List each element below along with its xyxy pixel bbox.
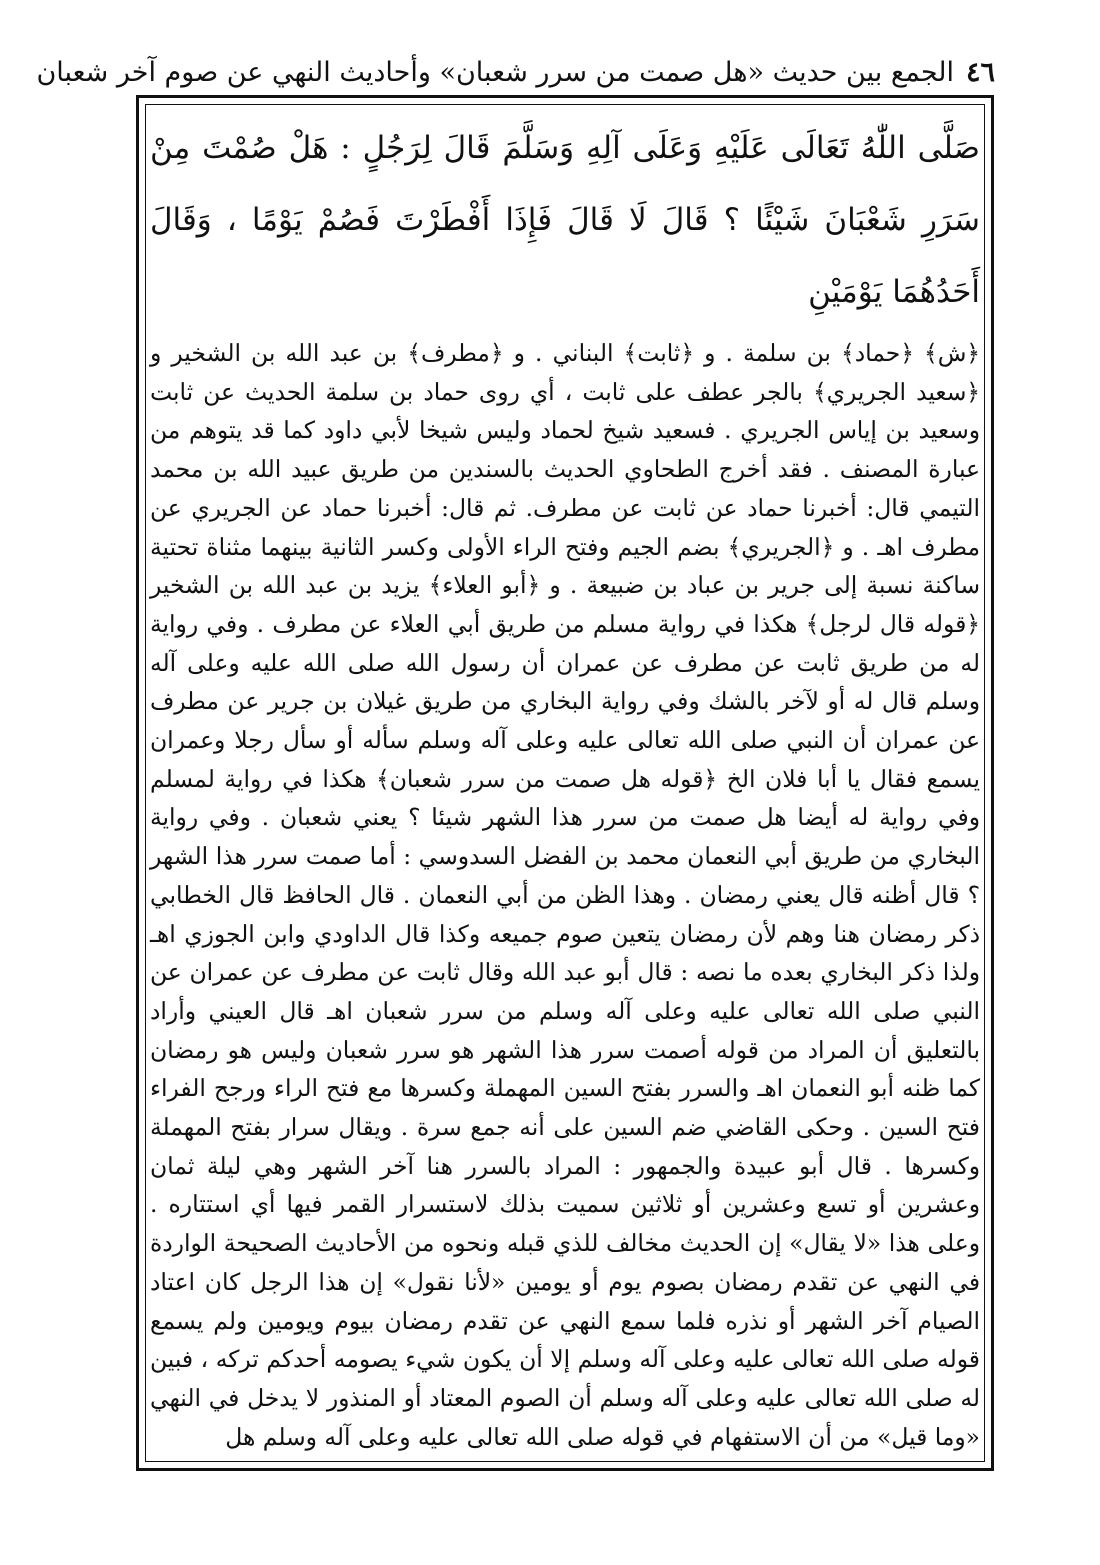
hadith-text: صَلَّى اللّٰهُ تَعَالَى عَلَيْهِ وَعَلَى آلِهِ وَسَلَّمَ قَالَ لِرَجُلٍ : هَلْ صُمْتَ مِنْ سَرَرِ شَعْبَانَ شَيْئًا ؟ قَالَ لَا قَالَ فَإِذَا أَفْطَرْتَ فَصُمْ يَوْمًا ، وَقَالَ أَحَدُهُمَا يَوْمَيْنِ <box>150 130 980 310</box>
running-header <box>36 48 995 98</box>
page-body <box>150 112 980 1457</box>
page-number: ٤٦ <box>965 57 995 88</box>
header-title: الجمع بين حديث «هل صمت من سرر شعبان» وأحاديث النهي عن صوم آخر شعبان <box>36 57 954 88</box>
commentary-text: ﴿ش﴾ ﴿حماد﴾ بن سلمة . و ﴿ثابت﴾ البناني . و ﴿مطرف﴾ بن عبد الله بن الشخير و ﴿سعيد الجريري﴾ بالجر عطف على ثابت ، أي روى حماد بن سلمة الحديث عن ثابت وسعيد بن إياس الجريري . فسعيد شيخ لحماد وليس شيخا لأبي داود كما قد يتوهم من عبارة المصنف . فقد أخرج الطحاوي الحديث بالسندين من طريق عبيد الله بن محمد التيمي قال: أخبرنا حماد عن ثابت عن مطرف. ثم قال: أخبرنا حماد عن الجريري عن مطرف اهـ . و ﴿الجريري﴾ بضم الجيم وفتح الراء الأولى وكسر الثانية بينهما مثناة تحتية ساكنة نسبة إلى جرير بن عباد بن ضبيعة . و ﴿أبو العلاء﴾ يزيد بن عبد الله بن الشخير ﴿قوله قال لرجل﴾ هكذا في رواية مسلم من طريق أبي العلاء عن مطرف . وفي رواية له من طريق ثابت عن مطرف عن عمران أن رسول الله صلى الله عليه وعلى آله وسلم قال له أو لآخر بالشك وفي رواية البخاري من طريق غيلان بن جرير عن مطرف عن عمران أن النبي صلى الله تعالى عليه وعلى آله وسلم سأله أو سأل رجلا وعمران يسمع فقال يا أبا فلان الخ ﴿قوله هل صمت من سرر شعبان﴾ هكذا في رواية لمسلم وفي رواية له أيضا هل صمت من سرر هذا الشهر شيئا ؟ يعني شعبان . وفي رواية البخاري من طريق أبي النعمان محمد بن الفضل السدوسي : أما صمت سرر هذا الشهر ؟ قال أظنه قال يعني رمضان . وهذا الظن من أبي النعمان . قال الحافظ قال الخطابي ذكر رمضان هنا وهم لأن رمضان يتعين صوم جميعه وكذا قال الداودي وابن الجوزي اهـ ولذا ذكر البخاري بعده ما نصه : قال أبو عبد الله وقال ثابت عن مطرف عن عمران عن النبي صلى الله تعالى عليه وعلى آله وسلم من سرر شعبان اهـ قال العيني وأراد بالتعليق أن المراد من قوله أصمت سرر هذا الشهر هو سرر شعبان وليس هو رمضان كما ظنه أبو النعمان اهـ والسرر بفتح السين المهملة وكسرها مع فتح الراء ورجح الفراء فتح السين . وحكى القاضي ضم السين على أنه جمع سرة . ويقال سرار بفتح المهملة وكسرها . قال أبو عبيدة والجمهور : المراد بالسرر هنا آخر الشهر وهي ليلة ثمان وعشرين أو تسع وعشرين أو ثلاثين سميت بذلك لاستسرار القمر فيها أي استتاره . وعلى هذا «لا يقال» إن الحديث مخالف للذي قبله ونحوه من الأحاديث الصحيحة الواردة في النهي عن تقدم رمضان بصوم يوم أو يومين «لأنا نقول» إن هذا الرجل كان اعتاد الصيام آخر الشهر أو نذره فلما سمع النهي عن تقدم رمضان بيوم ويومين ولم يسمع قوله صلى الله تعالى عليه وعلى آله وسلم إلا أن يكون شيء يصومه أحدكم تركه ، فبين له صلى الله تعالى عليه وعلى آله وسلم أن الصوم المعتاد أو المنذور لا يدخل في النهي «وما قيل» من أن الاستفهام في قوله صلى الله تعالى عليه وعلى آله وسلم هل <box>150 339 980 1451</box>
